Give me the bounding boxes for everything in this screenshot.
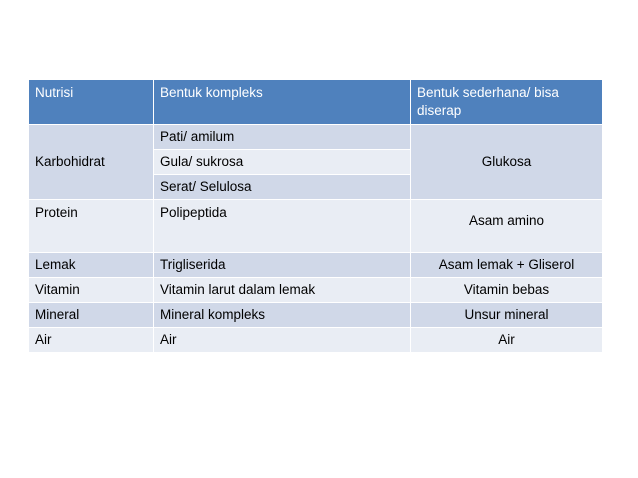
cell-kompleks: Pati/ amilum xyxy=(154,125,411,150)
table-row xyxy=(29,200,603,253)
table-header-row xyxy=(29,80,603,125)
table-row xyxy=(29,328,603,353)
cell-sederhana-glukosa: Glukosa xyxy=(411,125,603,200)
header-bentuk-kompleks: Bentuk kompleks xyxy=(154,80,411,125)
table-row xyxy=(29,253,603,278)
cell-kompleks: Serat/ Selulosa xyxy=(154,175,411,200)
cell-kompleks: Air xyxy=(154,328,411,353)
cell-nutrisi-karbohidrat: Karbohidrat xyxy=(29,125,154,200)
cell-nutrisi: Air xyxy=(29,328,154,353)
cell-kompleks: Gula/ sukrosa xyxy=(154,150,411,175)
header-nutrisi: Nutrisi xyxy=(29,80,154,125)
nutrition-table xyxy=(28,79,603,353)
table-row xyxy=(29,278,603,303)
cell-sederhana: Asam amino xyxy=(411,200,603,253)
nutrition-table-container xyxy=(28,79,602,353)
cell-sederhana: Air xyxy=(411,328,603,353)
header-bentuk-sederhana: Bentuk sederhana/ bisa diserap xyxy=(411,80,603,125)
cell-kompleks: Trigliserida xyxy=(154,253,411,278)
cell-kompleks: Vitamin larut dalam lemak xyxy=(154,278,411,303)
table-row xyxy=(29,303,603,328)
cell-sederhana: Vitamin bebas xyxy=(411,278,603,303)
cell-sederhana: Unsur mineral xyxy=(411,303,603,328)
cell-nutrisi: Lemak xyxy=(29,253,154,278)
cell-nutrisi: Protein xyxy=(29,200,154,253)
cell-sederhana: Asam lemak + Gliserol xyxy=(411,253,603,278)
cell-kompleks: Mineral kompleks xyxy=(154,303,411,328)
cell-nutrisi: Mineral xyxy=(29,303,154,328)
cell-kompleks: Polipeptida xyxy=(154,200,411,253)
table-row xyxy=(29,125,603,150)
cell-nutrisi: Vitamin xyxy=(29,278,154,303)
